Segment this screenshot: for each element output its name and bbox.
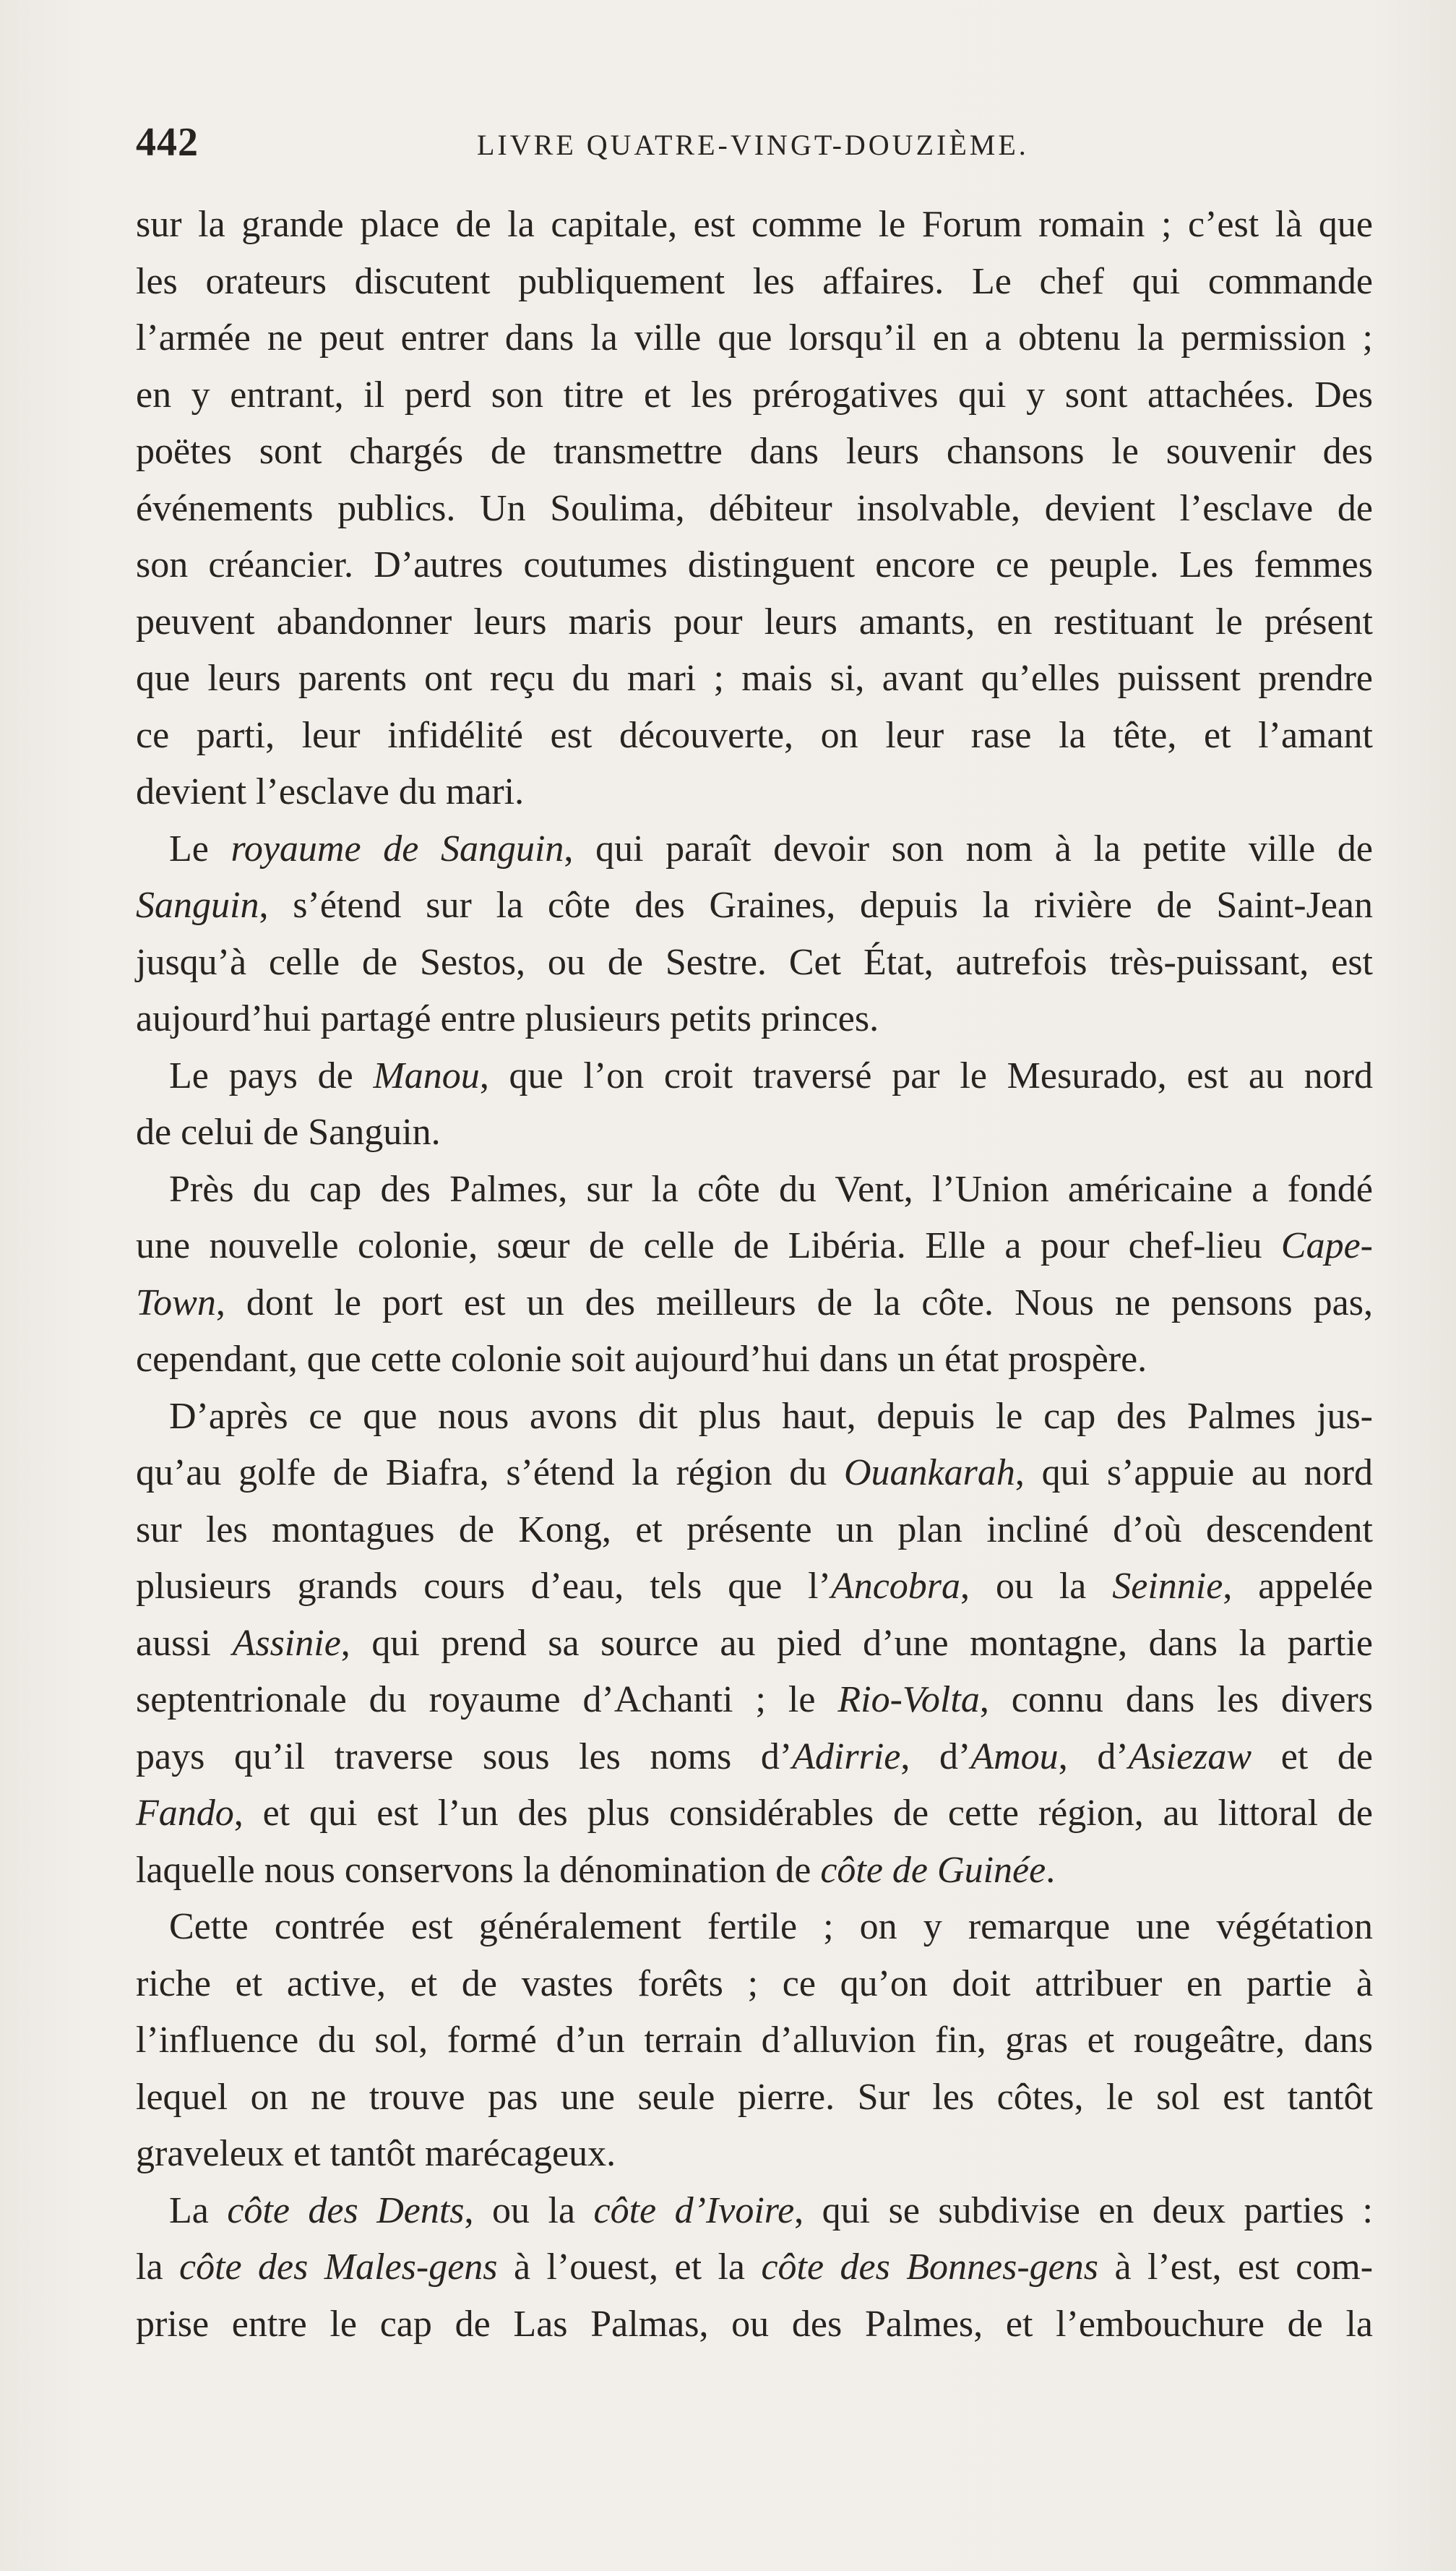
text-line: laquelle nous conservons la dénomination de côte de Guinée. [136,1849,1056,1891]
text-line: Fando, et qui est l’un des plus considérables de cette région, au littoral de [136,1793,1373,1834]
text-line: Cette contrée est généralement fertile ; on y remarque une végétation [169,1906,1373,1947]
text-line: Le royaume de Sanguin, qui paraît devoir son nom à la petite ville de [169,828,1374,870]
text-line: cependant, que cette colonie soit aujourd’hui dans un état prospère. [136,1339,1147,1380]
text-line: La côte des Dents, ou la côte d’Ivoire, qui se subdivise en deux parties : [169,2189,1373,2231]
text-line: jusqu’à celle de Sestos, ou de Sestre. Cet État, autrefois très-puissant, est [136,941,1373,983]
text-line: D’après ce que nous avons dit plus haut, depuis le cap des Palmes jus- [169,1395,1373,1437]
text-line: graveleux et tantôt marécageux. [136,2133,616,2174]
text-line: Le pays de Manou, que l’on croit traversé par le Mesurado, est au nord [169,1055,1373,1096]
text-line: en y entrant, il perd son titre et les prérogatives qui y sont attachées. Des [136,374,1373,416]
text-line: que leurs parents ont reçu du mari ; mais si, avant qu’elles puissent prendre [136,658,1373,699]
text-line: septentrionale du royaume d’Achanti ; le Rio-Volta, connu dans les divers [136,1679,1373,1720]
text-line: plusieurs grands cours d’eau, tels que l’Ancobra, ou la Seinnie, appelée [136,1566,1373,1607]
running-title: LIVRE QUATRE-VINGT-DOUZIÈME. [477,129,1029,161]
text-line: sur la grande place de la capitale, est comme le Forum romain ; c’est là que [136,204,1373,245]
text-line: sur les montagues de Kong, et présente un plan incliné d’où descendent [136,1508,1373,1550]
body-text [136,197,1373,2353]
text-line: Town, dont le port est un des meilleurs de la côte. Nous ne pensons pas, [136,1282,1373,1323]
page-header [0,119,1456,177]
text-line: Sanguin, s’étend sur la côte des Graines, depuis la rivière de Saint-Jean [136,885,1373,926]
text-line: lequel on ne trouve pas une seule pierre. Sur les côtes, le sol est tantôt [136,2076,1373,2118]
text-line: pays qu’il traverse sous les noms d’Adirrie, d’Amou, d’Asiezaw et de [136,1735,1373,1777]
text-line: aussi Assinie, qui prend sa source au pied d’une montagne, dans la partie [136,1622,1374,1664]
text-line: événements publics. Un Soulima, débiteur insolvable, devient l’esclave de [136,487,1373,529]
text-line: poëtes sont chargés de transmettre dans leurs chansons le souvenir des [136,431,1373,472]
text-line: peuvent abandonner leurs maris pour leurs amants, en restituant le présent [136,601,1373,643]
text-line: une nouvelle colonie, sœur de celle de Libéria. Elle a pour chef-lieu Cape- [136,1225,1373,1266]
text-line: l’armée ne peut entrer dans la ville que lorsqu’il en a obtenu la permission ; [136,317,1373,359]
text-line: riche et active, et de vastes forêts ; ce qu’on doit attribuer en partie à [136,1962,1373,2004]
text-line: qu’au golfe de Biafra, s’étend la région du Ouankarah, qui s’appuie au nord [136,1452,1373,1493]
text-line: les orateurs discutent publiquement les affaires. Le chef qui commande [136,260,1373,302]
text-line: de celui de Sanguin. [136,1112,441,1153]
page-number: 442 [136,120,199,165]
text-line: devient l’esclave du mari. [136,771,525,812]
text-line: aujourd’hui partagé entre plusieurs petits princes. [136,998,879,1039]
text-line: la côte des Males-gens à l’ouest, et la côte des Bonnes-gens à l’est, est com- [136,2246,1374,2288]
text-line: prise entre le cap de Las Palmas, ou des Palmes, et l’embouchure de la [136,2303,1373,2345]
text-line: l’influence du sol, formé d’un terrain d’alluvion fin, gras et rougeâtre, dans [136,2020,1373,2061]
text-line: son créancier. D’autres coutumes distinguent encore ce peuple. Les femmes [136,544,1373,585]
text-line: Près du cap des Palmes, sur la côte du Vent, l’Union américaine a fondé [169,1168,1373,1210]
text-line: ce parti, leur infidélité est découverte, on leur rase la tête, et l’amant [136,714,1373,756]
